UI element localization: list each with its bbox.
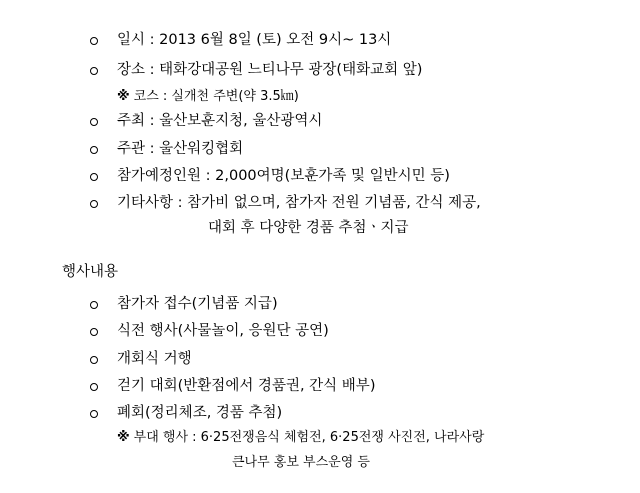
- program-note-side-events: [117, 428, 484, 448]
- program-item-closing: 폐회(정리체조, 경품 추첨): [117, 405, 283, 421]
- bullet-circle-icon: [90, 200, 98, 208]
- program-item-pre-ceremony: 식전 행사(사물놀이, 응원단 공연): [117, 323, 329, 339]
- bullet-circle-icon: [90, 383, 98, 391]
- bullet-circle-icon: [90, 37, 98, 45]
- info-item-misc: 기타사항 : 참가비 없으며, 참가자 전원 기념품, 간식 제공,: [117, 195, 481, 211]
- info-item-participants: 참가예정인원 : 2,000여명(보훈가족 및 일반시민 등): [117, 168, 450, 184]
- info-item-host: 주최 : 울산보훈지청, 울산광역시: [117, 113, 323, 129]
- bullet-circle-icon: [90, 356, 98, 364]
- info-item-organizer: 주관 : 울산워킹협회: [117, 141, 244, 157]
- bullet-circle-icon: [90, 146, 98, 154]
- program-note-continuation: 큰나무 홍보 부스운영 등: [232, 455, 370, 470]
- bullet-circle-icon: [90, 118, 98, 126]
- info-item-datetime: 일시 : 2013 6월 8일 (토) 오전 9시~ 13시: [117, 32, 392, 48]
- bullet-circle-icon: [90, 67, 98, 75]
- program-item-opening: 개회식 거행: [117, 351, 192, 367]
- info-item-misc-continuation: 대회 후 다양한 경품 추첨ㆍ지급: [208, 220, 409, 236]
- bullet-circle-icon: [90, 173, 98, 181]
- reference-mark-icon: ※: [117, 430, 130, 445]
- info-item-location: 장소 : 태화강대공원 느티나무 광장(태화교회 앞): [117, 62, 423, 78]
- program-note-text: 부대 행사 : 6·25전쟁음식 체험전, 6·25전쟁 사진전, 나라사랑: [133, 430, 485, 445]
- bullet-circle-icon: [90, 301, 98, 309]
- info-note-text: 코스 : 실개천 주변(약 3.5㎞): [133, 89, 299, 104]
- info-note-course: [117, 87, 299, 107]
- program-item-registration: 참가자 접수(기념품 지급): [117, 296, 278, 312]
- program-heading: 행사내용: [62, 264, 119, 280]
- reference-mark-icon: ※: [117, 89, 130, 104]
- bullet-circle-icon: [90, 328, 98, 336]
- bullet-circle-icon: [90, 410, 98, 418]
- program-item-walk: 걷기 대회(반환점에서 경품권, 간식 배부): [117, 378, 376, 394]
